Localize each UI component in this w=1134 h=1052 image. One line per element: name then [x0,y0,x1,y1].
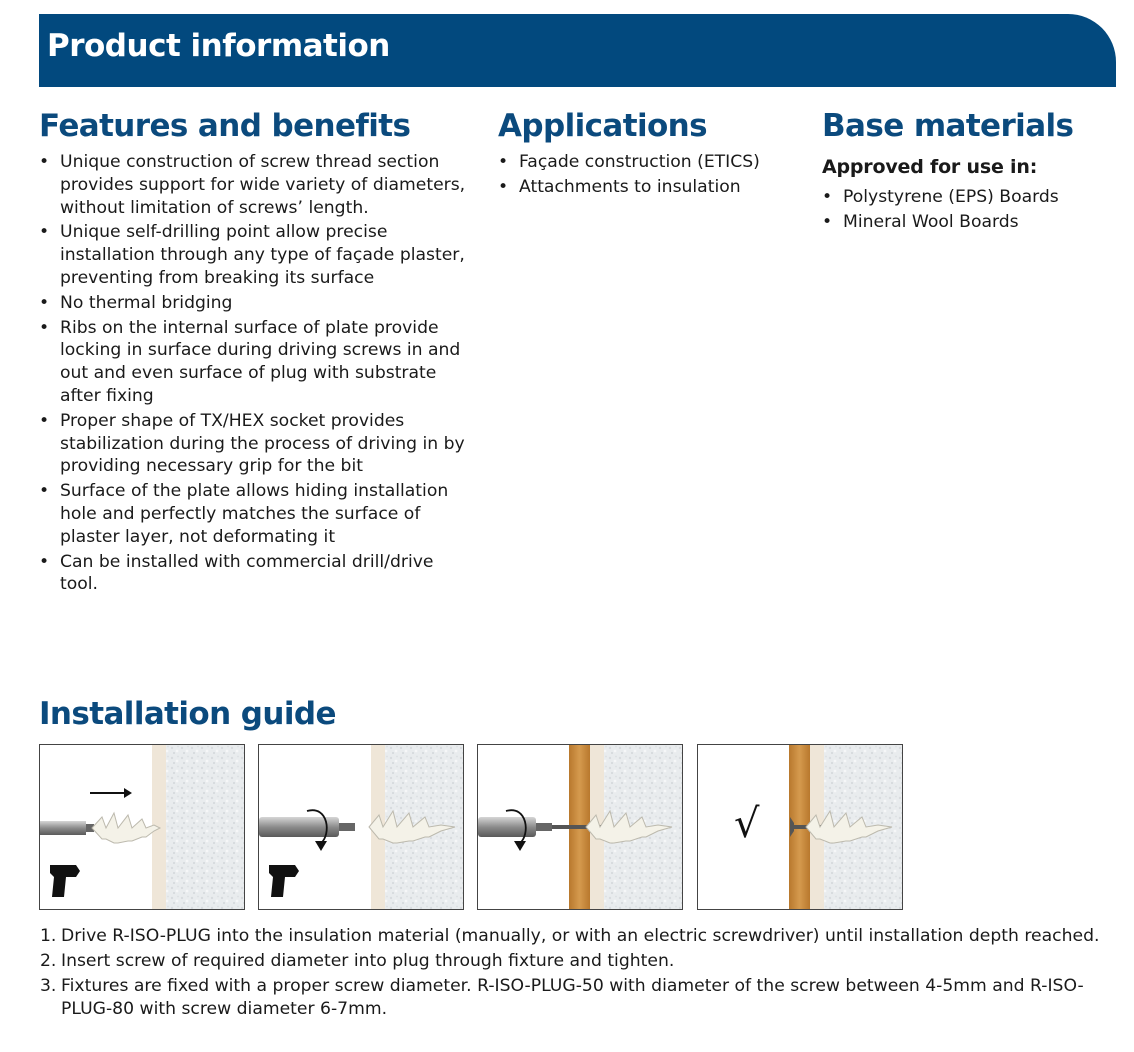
list-item: • Proper shape of TX/HEX socket provides stabilization during the process of driving in by providing necessary grip for the bit [39,410,469,478]
step-number: 1. [40,926,57,946]
approved-label: Approved for use in: [822,156,1038,178]
page-title: Product information [47,28,390,64]
step-text: Insert screw of required diameter into plug through fixture and tighten. [61,951,675,971]
drill-icon [269,865,299,897]
list-item [40,975,1110,1021]
step-2-illustration [258,744,464,910]
list-item: • Surface of the plate allows hiding installation hole and perfectly matches the surface of plaster layer, not deformating it [39,480,469,548]
installation-title: Installation guide [39,696,336,732]
step-1-illustration [39,744,245,910]
list-item: • Attachments to insulation [498,176,798,199]
drill-icon [50,865,80,897]
list-item: • Unique construction of screw thread section provides support for wide variety of diameters, without limitation of screws’ length. [39,151,469,219]
list-item: • Polystyrene (EPS) Boards [822,186,1112,209]
features-list [39,151,469,598]
step-text: Drive R-ISO-PLUG into the insulation material (manually, or with an electric screwdriver) until installation depth reached. [61,926,1100,946]
list-item [40,925,1110,948]
list-item: • Can be installed with commercial drill/drive tool. [39,551,469,597]
step-4-illustration [697,744,903,910]
list-item: • No thermal bridging [39,292,469,315]
list-item: • Mineral Wool Boards [822,211,1112,234]
applications-list [498,151,798,201]
base-materials-title: Base materials [822,108,1074,144]
step-number: 2. [40,951,57,971]
step-3-illustration [477,744,683,910]
step-text: Fixtures are fixed with a proper screw diameter. R-ISO-PLUG-50 with diameter of the screw between 4-5mm and R-ISO-PLUG-80 with screw diameter 6-7mm. [61,976,1084,1019]
applications-title: Applications [498,108,707,144]
header-bar [39,14,1116,87]
check-icon: √ [734,801,760,847]
list-item: • Façade construction (ETICS) [498,151,798,174]
base-materials-list [822,186,1112,236]
installation-steps-list [40,925,1110,1023]
step-number: 3. [40,976,57,996]
installation-steps [39,744,909,911]
list-item: • Ribs on the internal surface of plate provide locking in surface during driving screws in and out and even surface of plug with substrate after fixing [39,317,469,408]
features-title: Features and benefits [39,108,411,144]
list-item [40,950,1110,973]
list-item: • Unique self-drilling point allow precise installation through any type of façade plaster, preventing from breaking its surface [39,221,469,289]
